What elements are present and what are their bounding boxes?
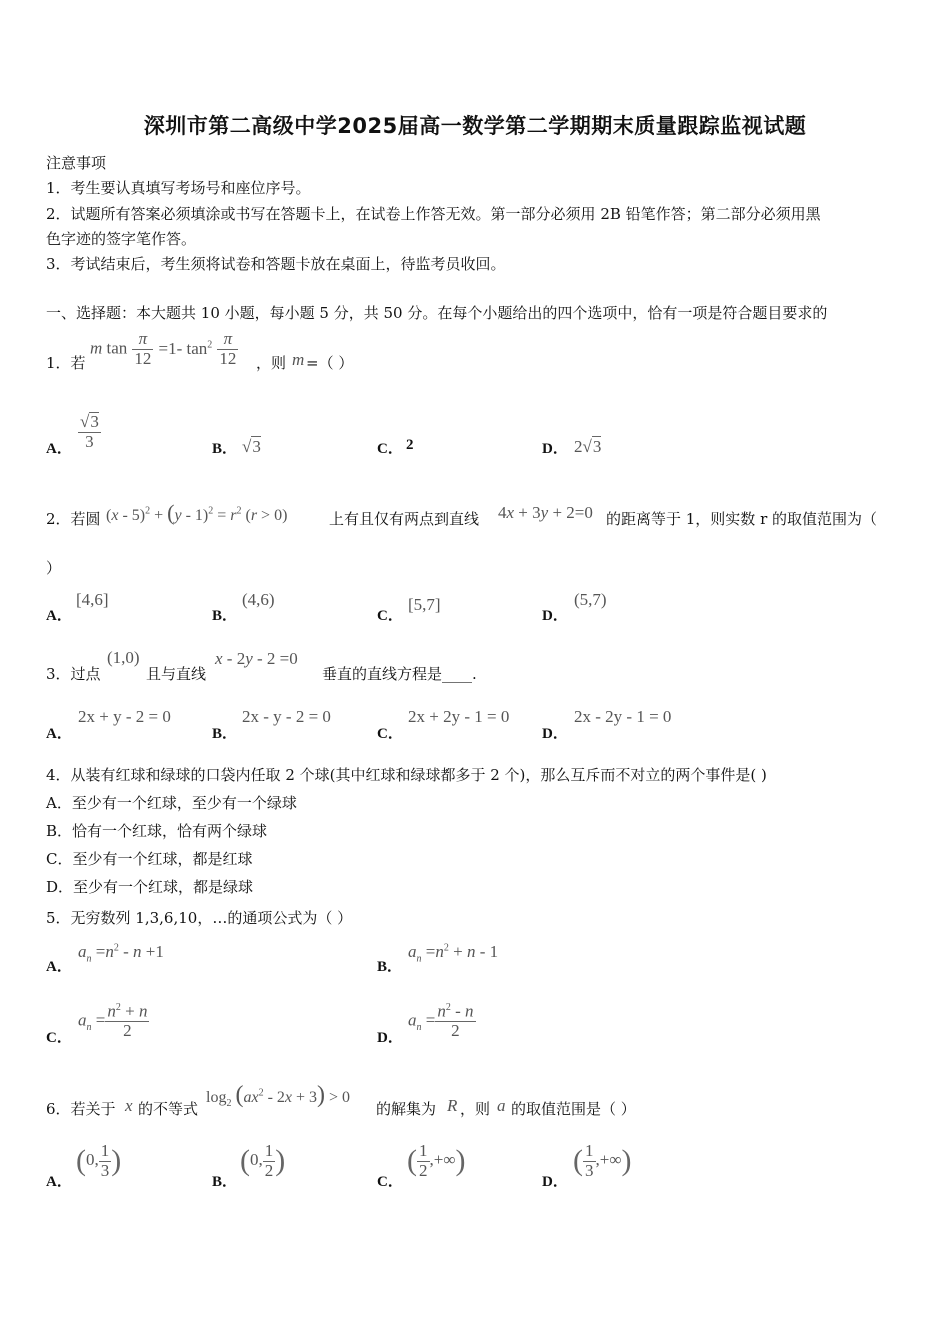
option-label: B．: [212, 726, 238, 742]
notice-item: 2．试题所有答案必须填涂或书写在答题卡上，在试卷上作答无效。第一部分必须用 2B 铅笔作答；第二部分必须用黑: [46, 205, 821, 223]
q1-option-b: √3: [242, 437, 261, 456]
option-label: C．: [46, 1030, 72, 1046]
notice-item: 3．考试结束后，考生须将试卷和答题卡放在桌面上，待监考员收回。: [46, 255, 506, 273]
q6-option-b: (0, $\frac{1}{2}$ ): [240, 1141, 286, 1180]
q4-option: D．至少有一个红球，都是绿球: [46, 878, 254, 896]
q6-suffix: 的取值范围是（ ）: [511, 1100, 636, 1118]
q6-var-r: R: [447, 1096, 458, 1115]
q6-option-d: ( $\frac{1}{3}$ ,+∞): [573, 1141, 632, 1180]
option-label: D．: [377, 1030, 403, 1046]
q6-prefix: 6．若关于: [46, 1100, 116, 1118]
q3-line-equation: x - 2y - 2 =0: [215, 649, 298, 668]
q3-option-b: 2x - y - 2 = 0: [242, 707, 331, 726]
q4-option: A．至少有一个红球，至少有一个绿球: [46, 794, 297, 812]
q3-option-a: 2x + y - 2 = 0: [78, 707, 171, 726]
q2-option-d: (5,7): [574, 590, 607, 609]
option-label: C．: [377, 1174, 403, 1190]
q5-option-b: $a_n =n^2 + n - 1$: [408, 942, 499, 965]
q2-line-equation: 4x + 3y + 2=0: [498, 503, 593, 522]
q5-option-c: $a_n$ = $\frac{n^2 + n}{2}$: [78, 1001, 148, 1041]
q6-option-a: (0, $\frac{1}{3}$ ): [76, 1141, 122, 1180]
q2-suffix: 的距离等于 1，则实数 r 的取值范围为（: [606, 510, 878, 528]
q6-mid2: 的解集为: [376, 1100, 437, 1118]
option-label: D．: [542, 441, 568, 457]
notice-heading: 注意事项: [46, 154, 107, 172]
q6-mid: 的不等式: [138, 1100, 199, 1118]
q6-var-a: a: [497, 1096, 506, 1115]
q2-option-c: [5,7]: [408, 595, 441, 614]
q1-prefix: 1．若: [46, 354, 86, 372]
option-label: A．: [46, 959, 72, 975]
q3-point: (1,0): [107, 648, 140, 667]
q2-mid: 上有且仅有两点到直线: [329, 510, 480, 528]
q2-prefix: 2．若圆: [46, 510, 101, 528]
q1-option-c: 2: [406, 437, 414, 453]
q1-option-a: $\frac{√3}{3}$: [80, 412, 99, 451]
option-label: C．: [377, 726, 403, 742]
page-title: 深圳市第二高级中学2025届高一数学第二学期期末质量跟踪监视试题: [143, 114, 807, 138]
q2-option-b: (4,6): [242, 590, 275, 609]
q1-suffix2: =（ ）: [306, 354, 354, 372]
option-label: A．: [46, 441, 72, 457]
option-label: B．: [212, 441, 238, 457]
q3-option-d: 2x - 2y - 1 = 0: [574, 707, 672, 726]
q5-stem: 5．无穷数列 1,3,6,10，…的通项公式为（ ）: [46, 909, 353, 927]
q2-circle-equation: $(x - 5)^2 + (y - 1)^2 = r^2$ (r > 0): [106, 500, 288, 525]
q3-mid: 且与直线: [146, 665, 207, 683]
q1-equation: m tan $\frac{\pi}{12}$ =1- $\tan^2$ $\frac{\pi}{12}$: [90, 329, 237, 368]
option-label: D．: [542, 726, 568, 742]
option-label: A．: [46, 1174, 72, 1190]
option-label: B．: [212, 608, 238, 624]
notice-item: 1．考生要认真填写考场号和座位序号。: [46, 179, 311, 197]
q6-inequality: $\log_2 (ax^2 - 2x + 3) > 0$: [206, 1082, 351, 1110]
q1-suffix: ，则: [256, 354, 287, 372]
q1-option-d: 2√3: [574, 437, 602, 456]
q4-option: C．至少有一个红球，都是红球: [46, 850, 253, 868]
notice-item: 色字迹的签字笔作答。: [46, 230, 197, 248]
q5-option-d: $a_n$ = $\frac{n^2 - n}{2}$: [408, 1001, 474, 1041]
option-label: B．: [212, 1174, 238, 1190]
q6-mid3: ，则: [460, 1100, 491, 1118]
option-label: C．: [377, 441, 403, 457]
q6-option-c: ( $\frac{1}{2}$ ,+∞): [407, 1141, 466, 1180]
section-heading: 一、选择题：本大题共 10 小题，每小题 5 分，共 50 分。在每个小题给出的四个选项中，恰有一项是符合题目要求的: [46, 304, 828, 322]
q4-option: B．恰有一个红球，恰有两个绿球: [46, 822, 268, 840]
option-label: C．: [377, 608, 403, 624]
option-label: A．: [46, 608, 72, 624]
q3-option-c: 2x + 2y - 1 = 0: [408, 707, 510, 726]
q2-option-a: [4,6]: [76, 590, 109, 609]
option-label: D．: [542, 608, 568, 624]
q3-prefix: 3．过点: [46, 665, 101, 683]
option-label: A．: [46, 726, 72, 742]
option-label: D．: [542, 1174, 568, 1190]
q5-option-a: $a_n =n^2 - n +1$: [78, 942, 164, 965]
q4-stem: 4．从装有红球和绿球的口袋内任取 2 个球(其中红球和绿球都多于 2 个)，那么互斥而不对立的两个事件是( ): [46, 766, 767, 784]
q2-line2: ）: [46, 559, 62, 577]
q3-suffix: 垂直的直线方程是____.: [322, 665, 477, 683]
q1-var-m: m: [292, 350, 305, 369]
q6-var-x: x: [125, 1096, 133, 1115]
option-label: B．: [377, 959, 403, 975]
